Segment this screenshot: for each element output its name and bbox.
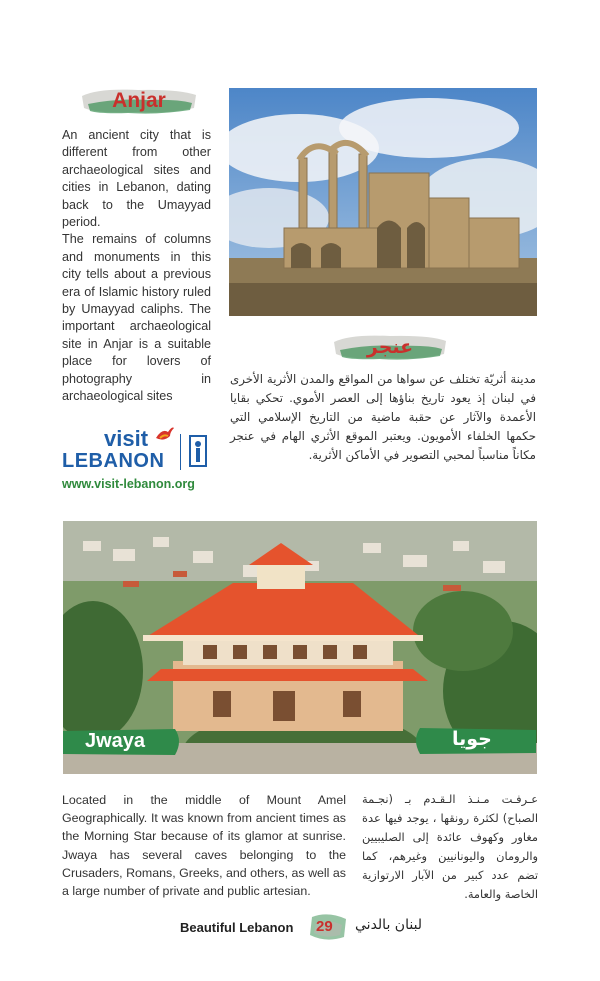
page-number: 29 — [316, 918, 333, 935]
footer-label-en: Beautiful Lebanon — [180, 920, 294, 935]
anjar-description-en: An ancient city that is different from other archaeological sites and cities in Lebanon, dating back to the Umayyad period. The remains of columns and monuments in this city tells about a previous era of Islamic history ruled by Umayyad caliphs. The important archaeological site in Anjar is a suitable place for lovers of photography in archaeological sites — [62, 128, 211, 404]
jwaya-title-en-banner — [63, 727, 183, 757]
bird-icon — [154, 424, 176, 446]
anjar-title-en: Anjar — [112, 89, 166, 112]
page-number-badge — [306, 911, 350, 943]
logo-lebanon-word: LEBANON — [62, 450, 165, 472]
anjar-title-ar-badge — [330, 330, 450, 364]
jwaya-title-ar: جويا — [452, 728, 492, 750]
jwaya-title-en: Jwaya — [85, 730, 146, 752]
anjar-title-ar: عنجر — [366, 336, 414, 358]
logo-visit-word: visit — [104, 426, 149, 451]
anjar-title-badge — [78, 84, 200, 118]
visit-lebanon-logo — [62, 424, 214, 476]
jwaya-description-ar: عـرفـت مـنـذ الـقـدم بـ (نجـمة الصباح) لكثرة رونقها ، يوجد فيها عدة مغاور وكهوف عائدة إلى الصليبيين والرومان واليونانيين وغيرهم، كما تضم عدد كبير من الآبار الارتوازية الخاصة والعامة. — [362, 792, 538, 901]
jwaya-title-ar-banner — [412, 726, 536, 756]
jwaya-description-en: Located in the middle of Mount Amel Geographically. It was known from ancient times as the Morning Star because of its glamor at sunrise. Jwaya has several caves belonging to the Crusaders, Romans, Greeks, and others, as well as a large number of private and public artesian. — [62, 793, 346, 899]
anjar-description-ar: مدينة أثريّة تختلف عن سواها من المواقع والمدن الأثرية الأخرى في لبنان إذ يعود تاريخ بناؤها إلى العصر الأموي. تحكي بقايا الأعمدة والآثار عن حقبة ماضية من التاريخ الإسلامي التي حكمها الخلفاء الأمويون. ويعتبر الموقع الأثري الهام في عنجر مكاناً مناسباً لمحبي التصوير في الأماكن الأثرية. — [230, 372, 536, 462]
ministry-emblem-icon — [188, 434, 208, 470]
footer-label-ar: لبنان بالدني — [355, 917, 423, 933]
visit-lebanon-url[interactable]: www.visit-lebanon.org — [62, 477, 195, 491]
anjar-ruins-photo — [229, 88, 537, 316]
logo-divider — [180, 434, 181, 470]
